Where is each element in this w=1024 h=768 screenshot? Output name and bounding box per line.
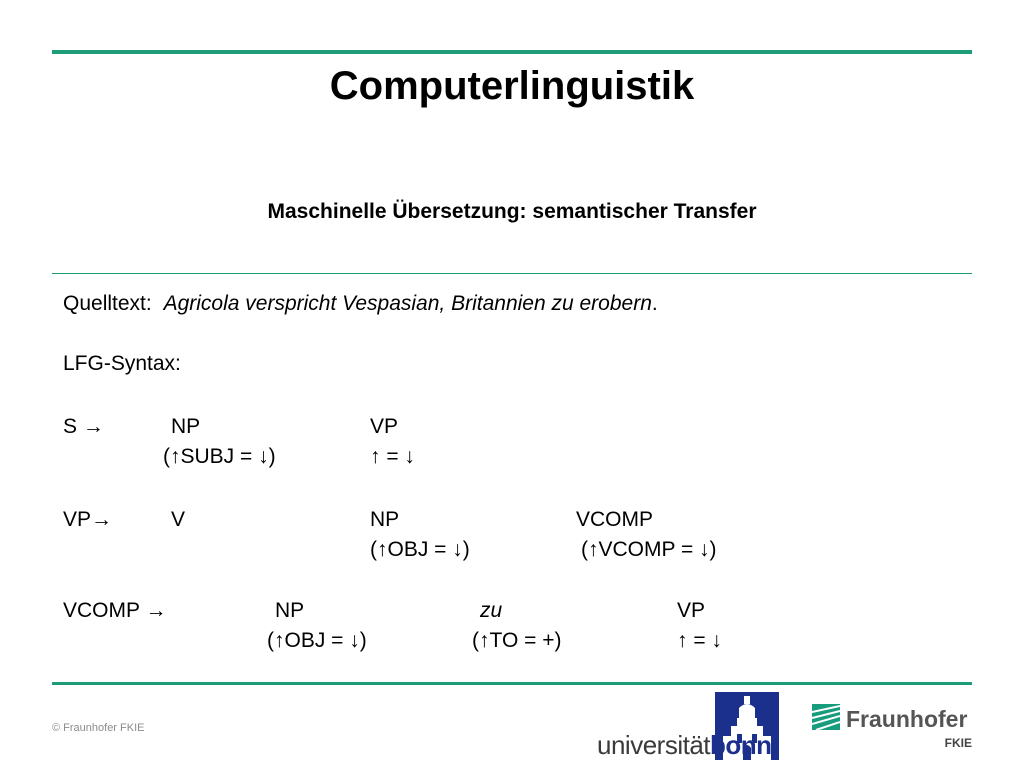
source-line	[63, 292, 658, 316]
rule2-lhs: VP→	[63, 508, 113, 531]
source-label: Quelltext:	[63, 292, 152, 315]
bottom-divider	[52, 682, 972, 685]
rule2-np: NP	[370, 508, 400, 531]
rule3-annotation-np: (↑OBJ = ↓)	[267, 629, 367, 652]
slide-subtitle: Maschinelle Übersetzung: semantischer Transfer	[267, 200, 757, 223]
rule2-annotation-vcomp: (↑VCOMP = ↓)	[581, 538, 717, 561]
source-text: Agricola verspricht Vespasian, Britannien zu erobern	[163, 292, 652, 315]
syntax-label: LFG-Syntax:	[63, 352, 181, 375]
top-divider	[52, 50, 972, 54]
fraunhofer-institute-abbr: FKIE	[944, 736, 972, 750]
rule1-lhs: S →	[63, 415, 104, 438]
rule3-lhs: VCOMP →	[63, 599, 167, 622]
bonn-wordmark	[597, 730, 772, 761]
bonn-wordmark-universitaet: universität	[597, 730, 710, 760]
slide-title: Computerlinguistik	[329, 64, 695, 108]
bonn-wordmark-bonn: bonn	[710, 730, 772, 760]
fraunhofer-mark-icon	[812, 704, 840, 730]
fraunhofer-logo	[812, 704, 974, 756]
rule3-zu: zu	[480, 599, 503, 622]
rule1-vp: VP	[370, 415, 399, 438]
rule1-annotation-np: (↑SUBJ = ↓)	[163, 445, 276, 468]
fraunhofer-wordmark: Fraunhofer	[846, 706, 968, 732]
rule3-np: NP	[275, 599, 305, 622]
rule1-annotation-vp: ↑ = ↓	[370, 445, 415, 468]
middle-divider	[52, 273, 972, 274]
university-bonn-logo	[597, 692, 783, 762]
rule3-annotation-vp: ↑ = ↓	[677, 629, 722, 652]
rule2-v: V	[171, 508, 186, 531]
rule2-annotation-np: (↑OBJ = ↓)	[370, 538, 470, 561]
copyright-notice: © Fraunhofer FKIE	[52, 722, 145, 734]
source-period: .	[651, 292, 658, 315]
rule3-vp: VP	[677, 599, 706, 622]
rule1-np: NP	[171, 415, 201, 438]
rule3-annotation-zu: (↑TO = +)	[472, 629, 562, 652]
rule2-vcomp: VCOMP	[576, 508, 654, 531]
